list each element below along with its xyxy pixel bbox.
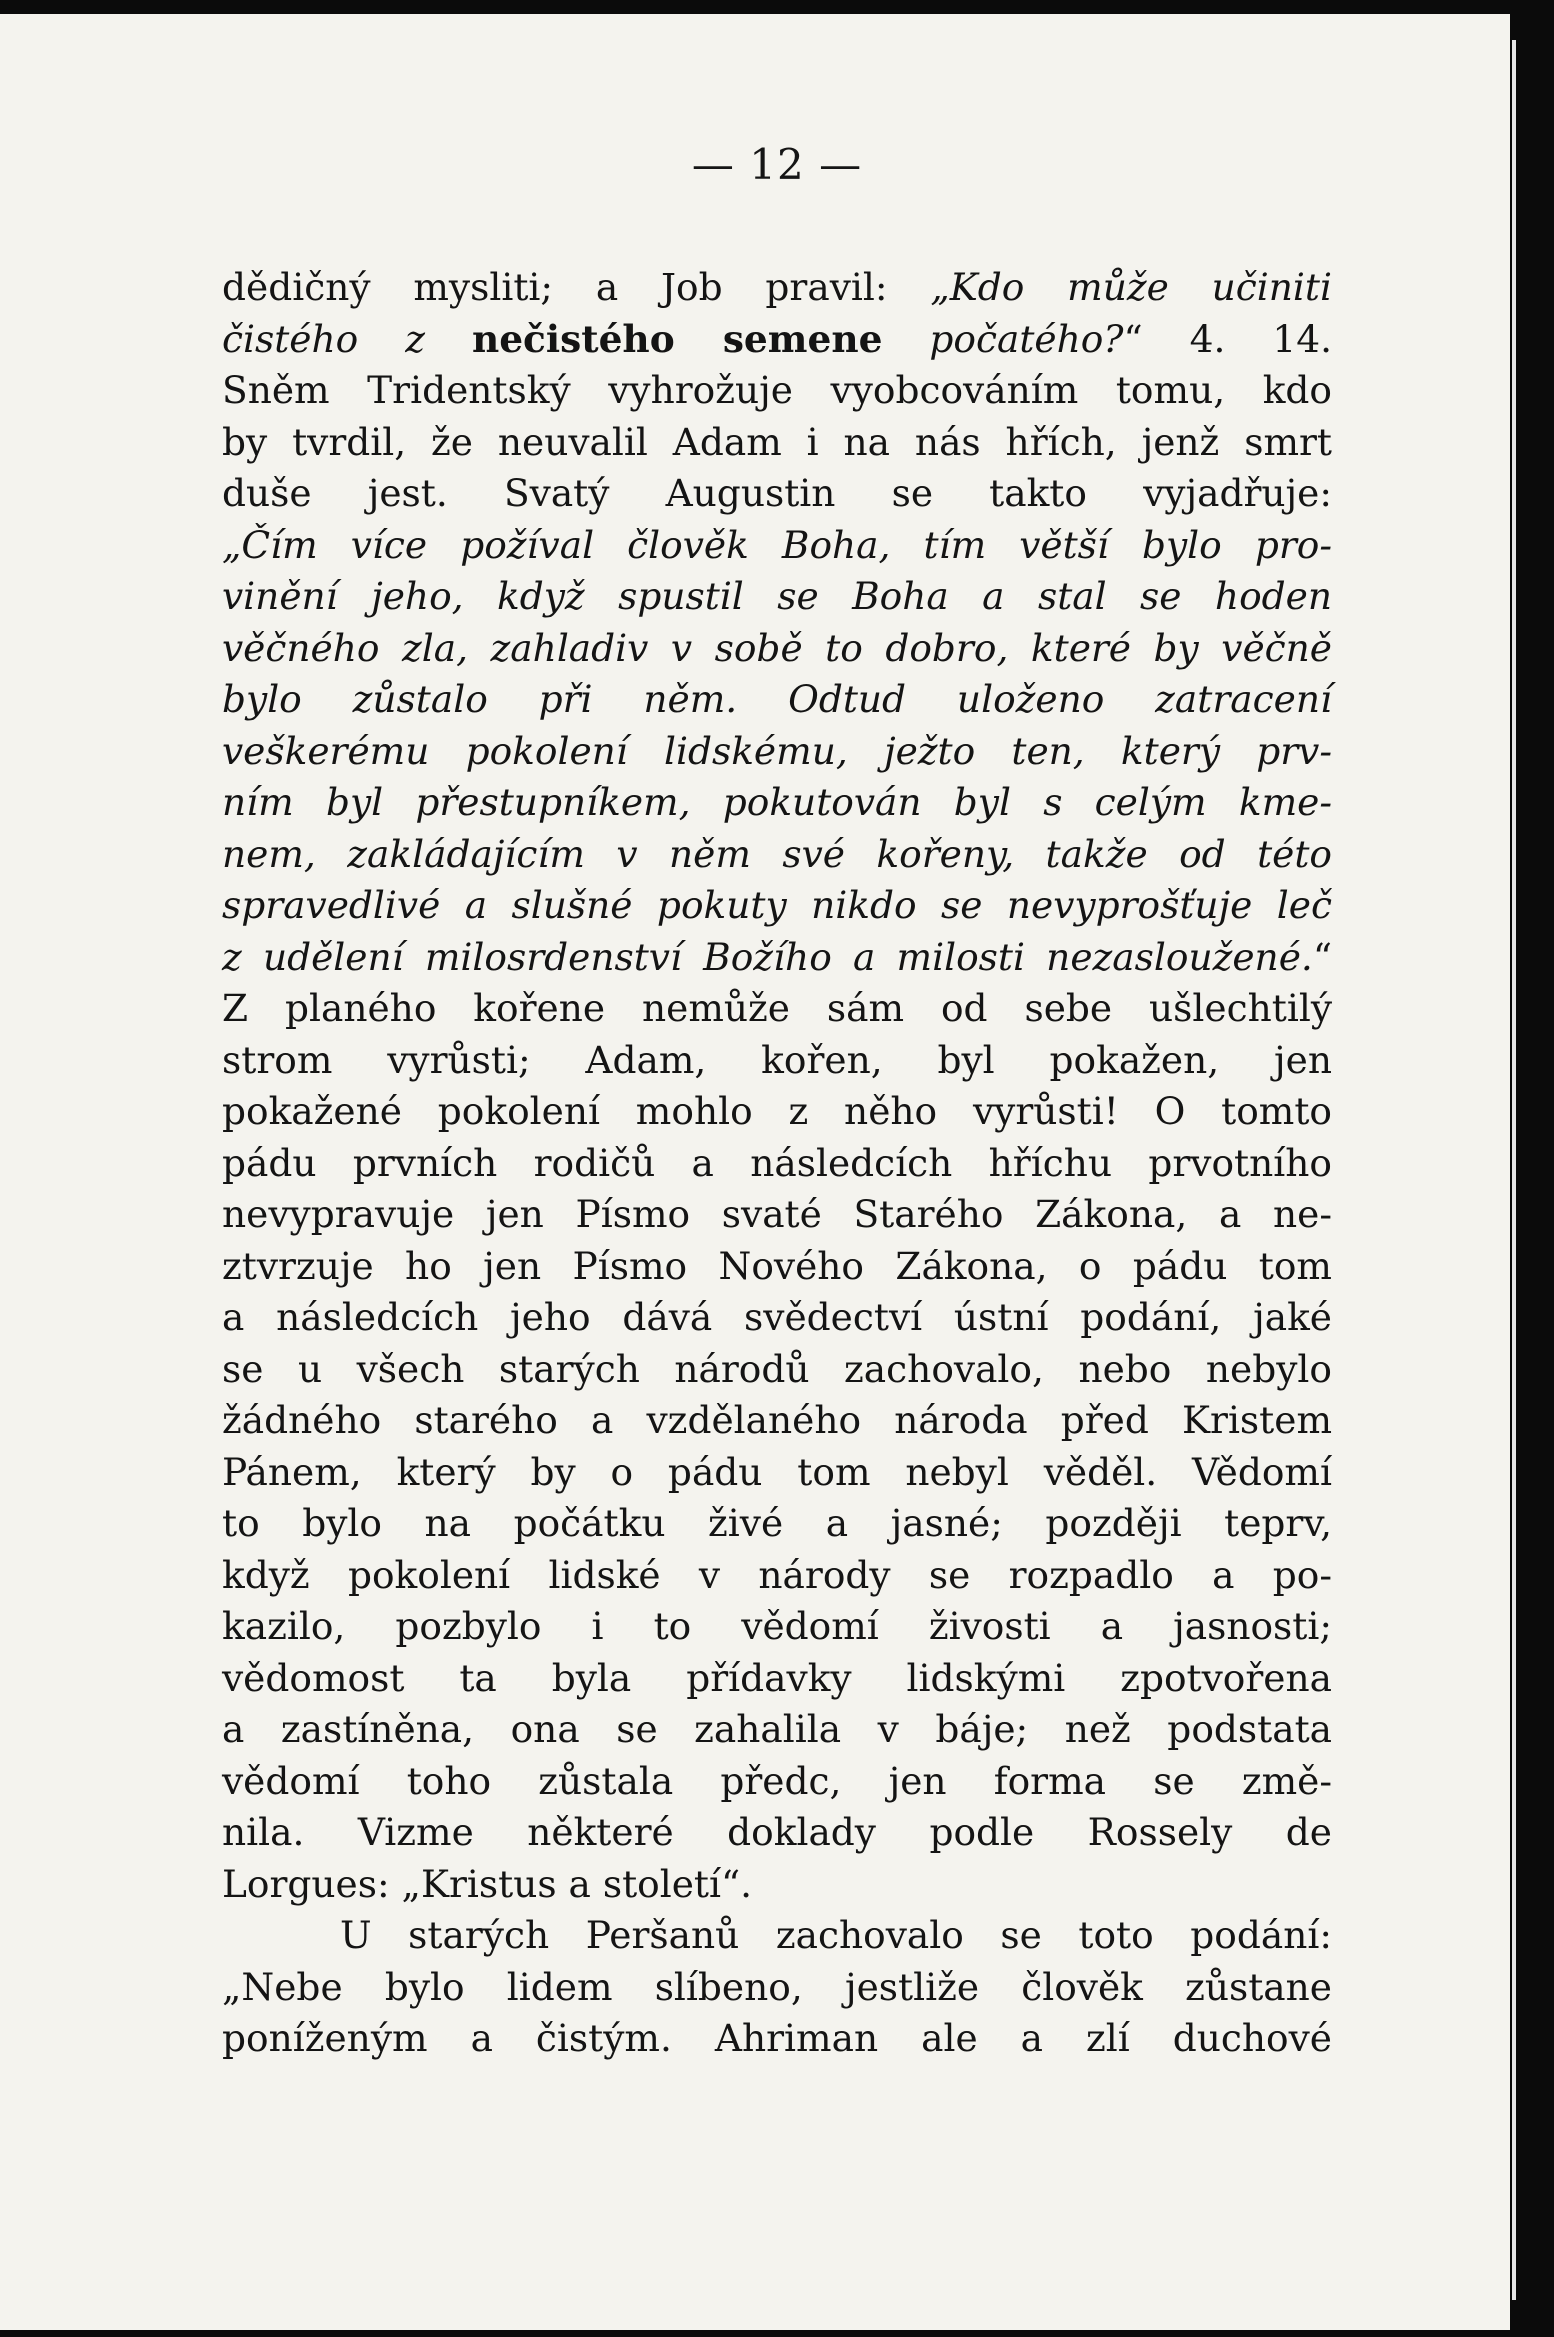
text-line bbox=[222, 1086, 1332, 1138]
text-segment: „Kdo může učiniti bbox=[930, 265, 1332, 309]
text-segment: duše jest. Svatý Augustin se takto vyjadřuje: bbox=[222, 471, 1332, 515]
text-segment: nem, zakládajícím v něm své kořeny, takže od této bbox=[222, 831, 1332, 876]
text-segment: spravedlivé a slušné pokuty nikdo se nevyprošťuje leč bbox=[222, 883, 1332, 927]
text-line bbox=[222, 726, 1332, 778]
text-segment: z udělení milosrdenství Božího a milosti nezasloužené. bbox=[222, 934, 1313, 979]
text-segment: vědomost ta byla přídavky lidskými zpotvořena bbox=[222, 1655, 1332, 1700]
text-line bbox=[222, 1962, 1332, 2014]
text-segment: počatého? bbox=[882, 316, 1124, 361]
text-segment: a následcích jeho dává svědectví ústní podání, jaké bbox=[222, 1295, 1332, 1339]
text-segment: ním byl přestupníkem, pokutován byl s celým kme- bbox=[222, 780, 1332, 824]
text-line bbox=[222, 417, 1332, 469]
text-segment: když pokolení lidské v národy se rozpadlo a po- bbox=[222, 1552, 1332, 1597]
text-segment: vědomí toho zůstala předc, jen forma se změ- bbox=[222, 1758, 1332, 1803]
text-line bbox=[222, 1395, 1332, 1447]
text-segment: by tvrdil, že neuvalil Adam i na nás hřích, jenž smrt bbox=[222, 419, 1332, 464]
text-segment: nila. Vizme některé doklady podle Rossely de bbox=[222, 1810, 1332, 1854]
text-line bbox=[222, 1498, 1332, 1550]
text-line bbox=[222, 1447, 1332, 1499]
text-line bbox=[222, 2013, 1332, 2065]
text-line bbox=[222, 1601, 1332, 1653]
text-line bbox=[222, 365, 1332, 417]
body-text bbox=[222, 262, 1332, 2065]
text-segment: „Nebe bylo lidem slíbeno, jestliže člověk zůstane bbox=[222, 1964, 1332, 2009]
text-segment: bylo zůstalo při něm. Odtud uloženo zatracení bbox=[222, 677, 1332, 721]
text-segment: nečistého semene bbox=[471, 316, 883, 361]
text-segment: to bylo na počátku živé a jasné; později teprv, bbox=[222, 1501, 1332, 1545]
text-segment: vinění jeho, když spustil se Boha a stal se hoden bbox=[222, 574, 1332, 618]
text-segment: se u všech starých národů zachovalo, nebo nebylo bbox=[222, 1346, 1332, 1391]
text-segment: ztvrzuje ho jen Písmo Nového Zákona, o pádu tom bbox=[222, 1243, 1332, 1288]
text-segment: “ 4. 14. bbox=[1123, 316, 1332, 361]
text-line bbox=[222, 1910, 1332, 1962]
text-segment: a zastíněna, ona se zahalila v báje; než podstata bbox=[222, 1707, 1332, 1751]
text-line bbox=[222, 880, 1332, 932]
text-line bbox=[222, 777, 1332, 829]
text-segment: čistého z bbox=[222, 316, 472, 361]
text-line bbox=[222, 623, 1332, 675]
text-segment: Z planého kořene nemůže sám od sebe ušlechtilý bbox=[222, 986, 1332, 1030]
text-segment: dědičný mysliti; a Job pravil: bbox=[222, 265, 931, 309]
text-line bbox=[222, 674, 1332, 726]
text-line bbox=[222, 1189, 1332, 1241]
text-segment: “ bbox=[1312, 934, 1332, 979]
text-line bbox=[222, 983, 1332, 1035]
text-segment: poníženým a čistým. Ahriman ale a zlí duchové bbox=[222, 2016, 1332, 2060]
text-line bbox=[222, 1756, 1332, 1808]
text-line bbox=[222, 1859, 1332, 1911]
text-line bbox=[222, 1138, 1332, 1190]
text-line bbox=[222, 829, 1332, 881]
text-segment: nevypravuje jen Písmo svaté Starého Zákona, a ne- bbox=[222, 1192, 1332, 1236]
text-line bbox=[222, 1241, 1332, 1293]
text-line bbox=[222, 1292, 1332, 1344]
text-line bbox=[222, 520, 1332, 572]
page-edge-line bbox=[1512, 40, 1516, 2300]
text-line bbox=[222, 571, 1332, 623]
text-segment: Pánem, který by o pádu tom nebyl věděl. Vědomí bbox=[222, 1449, 1332, 1494]
text-line bbox=[222, 262, 1332, 314]
text-segment: veškerému pokolení lidskému, ježto ten, který prv- bbox=[222, 728, 1332, 773]
text-segment: žádného starého a vzdělaného národa před Kristem bbox=[222, 1398, 1332, 1442]
text-segment: pádu prvních rodičů a následcích hříchu prvotního bbox=[222, 1140, 1332, 1185]
text-line bbox=[222, 1344, 1332, 1396]
text-segment: U starých Peršanů zachovalo se toto podání: bbox=[340, 1913, 1332, 1957]
text-line bbox=[222, 1653, 1332, 1705]
text-line bbox=[222, 314, 1332, 366]
text-line bbox=[222, 1704, 1332, 1756]
text-segment: pokažené pokolení mohlo z něho vyrůsti! O tomto bbox=[222, 1089, 1332, 1133]
text-line bbox=[222, 1035, 1332, 1087]
text-line bbox=[222, 468, 1332, 520]
text-segment: „Čím více požíval člověk Boha, tím větší bylo pro- bbox=[222, 522, 1332, 567]
text-segment: strom vyrůsti; Adam, kořen, byl pokažen, jen bbox=[222, 1037, 1332, 1082]
text-line bbox=[222, 1550, 1332, 1602]
text-line bbox=[222, 932, 1332, 984]
text-segment: Lorgues: „Kristus a století“. bbox=[222, 1861, 753, 1906]
page-number: — 12 — bbox=[691, 140, 863, 189]
text-segment: kazilo, pozbylo i to vědomí živosti a jasnosti; bbox=[222, 1604, 1332, 1648]
text-segment: Sněm Tridentský vyhrožuje vyobcováním tomu, kdo bbox=[222, 368, 1332, 412]
text-line bbox=[222, 1807, 1332, 1859]
text-segment: věčného zla, zahladiv v sobě to dobro, které by věčně bbox=[222, 625, 1332, 670]
